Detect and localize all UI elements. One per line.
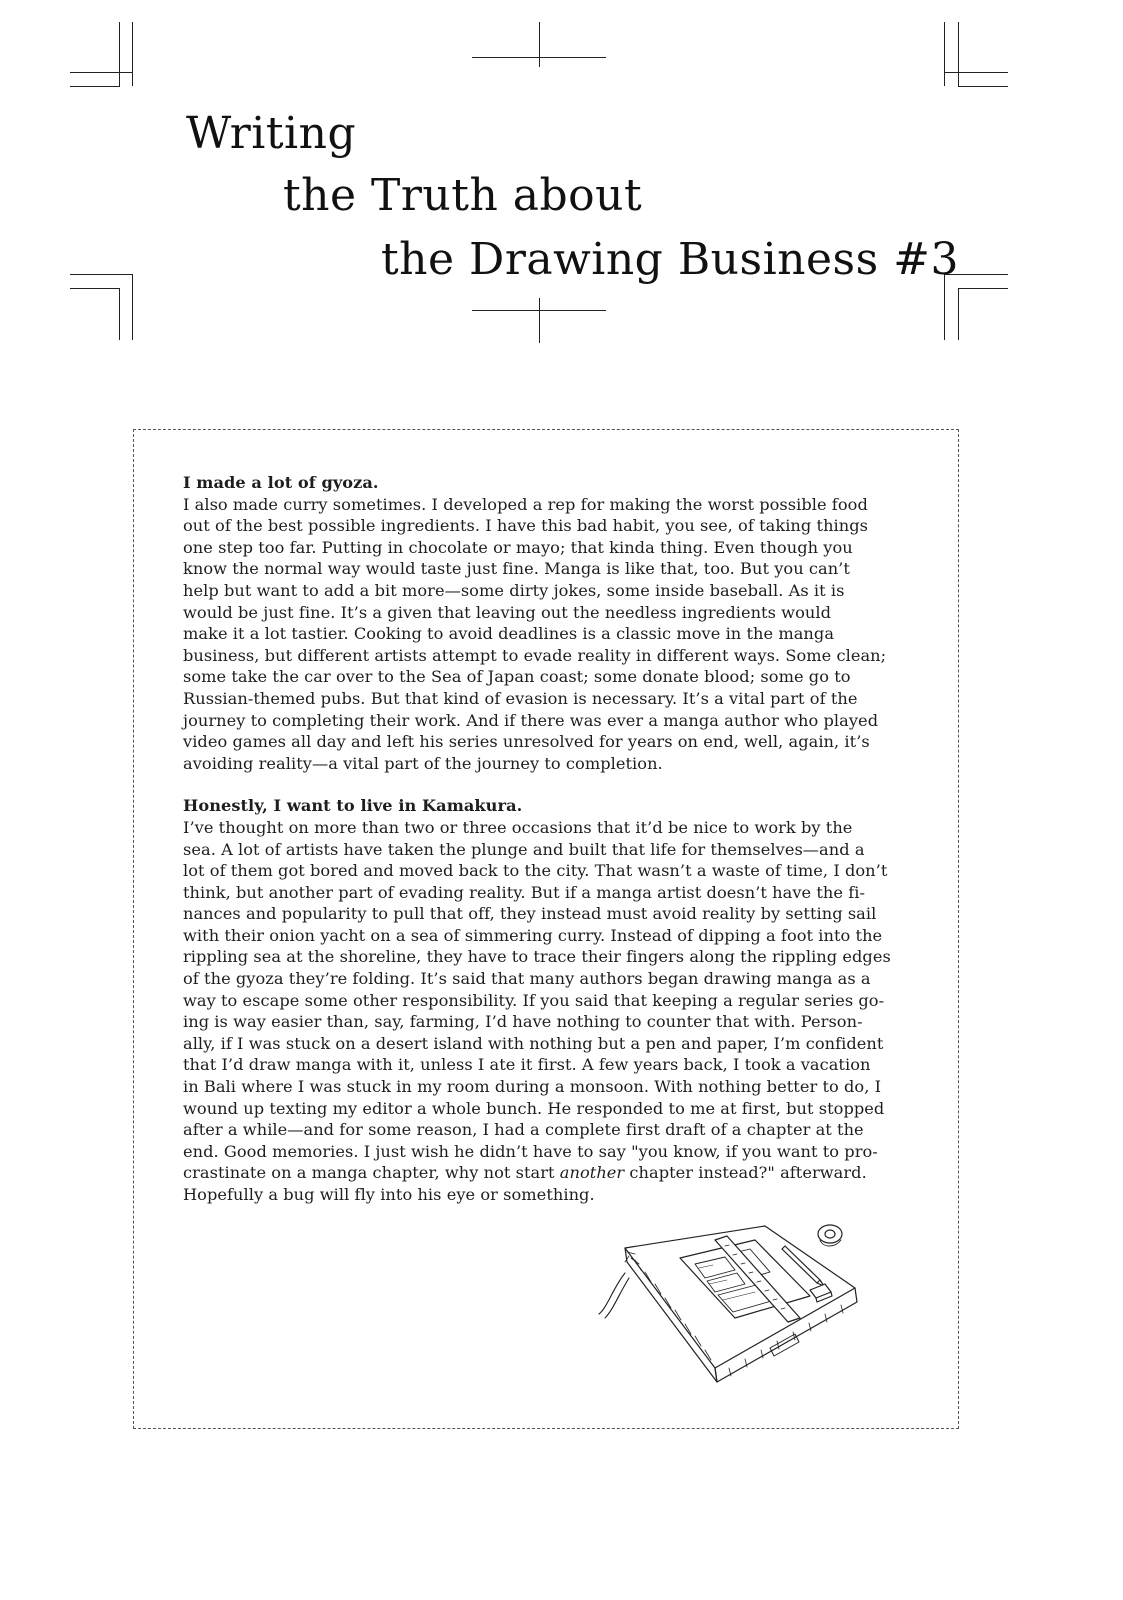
section-2-line: way to escape some other responsibility. If you said that keeping a regular series go- xyxy=(183,990,885,1010)
section-2-line: I’ve thought on more than two or three occasions that it’d be nice to work by the xyxy=(183,817,853,837)
drawing-board-sketch xyxy=(595,1218,875,1398)
crop-mark-bl-h1 xyxy=(70,274,133,275)
section-2-line: of the gyoza they’re folding. It’s said that many authors began drawing manga as a xyxy=(183,969,871,989)
section-1-line: Russian-themed pubs. But that kind of evasion is necessary. It’s a vital part of the xyxy=(183,688,858,708)
italic-line-before: crastinate on a manga chapter, why not start xyxy=(183,1163,560,1183)
section-2-line: in Bali where I was stuck in my room during a monsoon. With nothing better to do, I xyxy=(183,1077,882,1097)
paragraph-gap xyxy=(183,774,913,795)
italic-line-after: chapter instead?" afterward. xyxy=(624,1163,867,1183)
section-2-heading: Honestly, I want to live in Kamakura. xyxy=(183,796,523,816)
crop-mark-tr-h1 xyxy=(944,72,1008,73)
section-1-line: one step too far. Putting in chocolate or mayo; that kinda thing. Even though you xyxy=(183,537,853,557)
section-1-line: business, but different artists attempt to evade reality in different ways. Some clean; xyxy=(183,645,887,665)
crop-mark-tr-v1 xyxy=(944,22,945,86)
section-2-line: rippling sea at the shoreline, they have to trace their fingers along the rippling edges xyxy=(183,947,891,967)
section-2-italic-line xyxy=(183,1162,913,1184)
section-1-line: video games all day and left his series unresolved for years on end, well, again, it’s xyxy=(183,732,870,752)
section-1-line: make it a lot tastier. Cooking to avoid deadlines is a classic move in the manga xyxy=(183,624,835,644)
section-1-line: out of the best possible ingredients. I have this bad habit, you see, of taking things xyxy=(183,516,869,536)
crop-mark-tc-v xyxy=(539,22,540,67)
section-1-line: journey to completing their work. And if there was ever a manga author who played xyxy=(183,710,879,730)
section-1-heading: I made a lot of gyoza. xyxy=(183,473,379,492)
title-line-2: the Truth about xyxy=(283,170,643,221)
crop-mark-bl-h2 xyxy=(70,288,120,289)
section-2-line: ing is way easier than, say, farming, I’d have nothing to counter that with. Person- xyxy=(183,1012,863,1032)
section-2-line: lot of them got bored and moved back to the city. That wasn’t a waste of time, I don’t xyxy=(183,861,888,881)
section-2-line: ally, if I was stuck on a desert island with nothing but a pen and paper, I’m confident xyxy=(183,1033,884,1053)
crop-mark-br-h2 xyxy=(958,288,1008,289)
crop-mark-tl-v1 xyxy=(119,22,120,86)
section-2-line: think, but another part of evading reality. But if a manga artist doesn’t have the fi- xyxy=(183,882,865,902)
crop-mark-tr-h2 xyxy=(958,86,1008,87)
crop-mark-bl-v1 xyxy=(119,288,120,340)
section-2-line: after a while—and for some reason, I had a complete first draft of a chapter at the xyxy=(183,1120,864,1140)
crop-mark-tr-v2 xyxy=(958,22,959,86)
section-1-line: some take the car over to the Sea of Japan coast; some donate blood; some go to xyxy=(183,667,851,687)
section-2-line: with their onion yacht on a sea of simmering curry. Instead of dipping a foot into the xyxy=(183,925,883,945)
section-1-line: would be just fine. It’s a given that leaving out the needless ingredients would xyxy=(183,602,831,622)
section-2-line: nances and popularity to pull that off, they instead must avoid reality by setting sail xyxy=(183,904,877,924)
title-line-1: Writing xyxy=(186,108,357,159)
section-2-line: end. Good memories. I just wish he didn’t have to say "you know, if you want to pro- xyxy=(183,1141,878,1161)
essay-body xyxy=(183,472,913,1206)
section-2-line: sea. A lot of artists have taken the plunge and built that life for themselves—and a xyxy=(183,839,865,859)
section-2-line: wound up texting my editor a whole bunch. He responded to me at first, but stopped xyxy=(183,1098,885,1118)
section-1-line: avoiding reality—a vital part of the journey to completion. xyxy=(183,753,663,773)
crop-mark-bl-v2 xyxy=(132,274,133,340)
crop-mark-tl-h1 xyxy=(70,72,133,73)
crop-mark-tl-v2 xyxy=(132,22,133,86)
crop-mark-bc-v xyxy=(539,298,540,343)
section-1-line: know the normal way would taste just fine. Manga is like that, too. But you can’t xyxy=(183,559,850,579)
italic-line-emphasis: another xyxy=(559,1163,625,1183)
section-2-last-line: Hopefully a bug will fly into his eye or something. xyxy=(183,1185,595,1204)
section-1-line: help but want to add a bit more—some dirty jokes, some inside baseball. As it is xyxy=(183,580,845,600)
title-line-3: the Drawing Business #3 xyxy=(381,234,960,285)
section-2-line: that I’d draw manga with it, unless I ate it first. A few years back, I took a vacation xyxy=(183,1055,871,1075)
crop-mark-br-v2 xyxy=(958,288,959,340)
section-1-line: I also made curry sometimes. I developed a rep for making the worst possible food xyxy=(183,494,868,514)
crop-mark-tl-h2 xyxy=(70,86,120,87)
